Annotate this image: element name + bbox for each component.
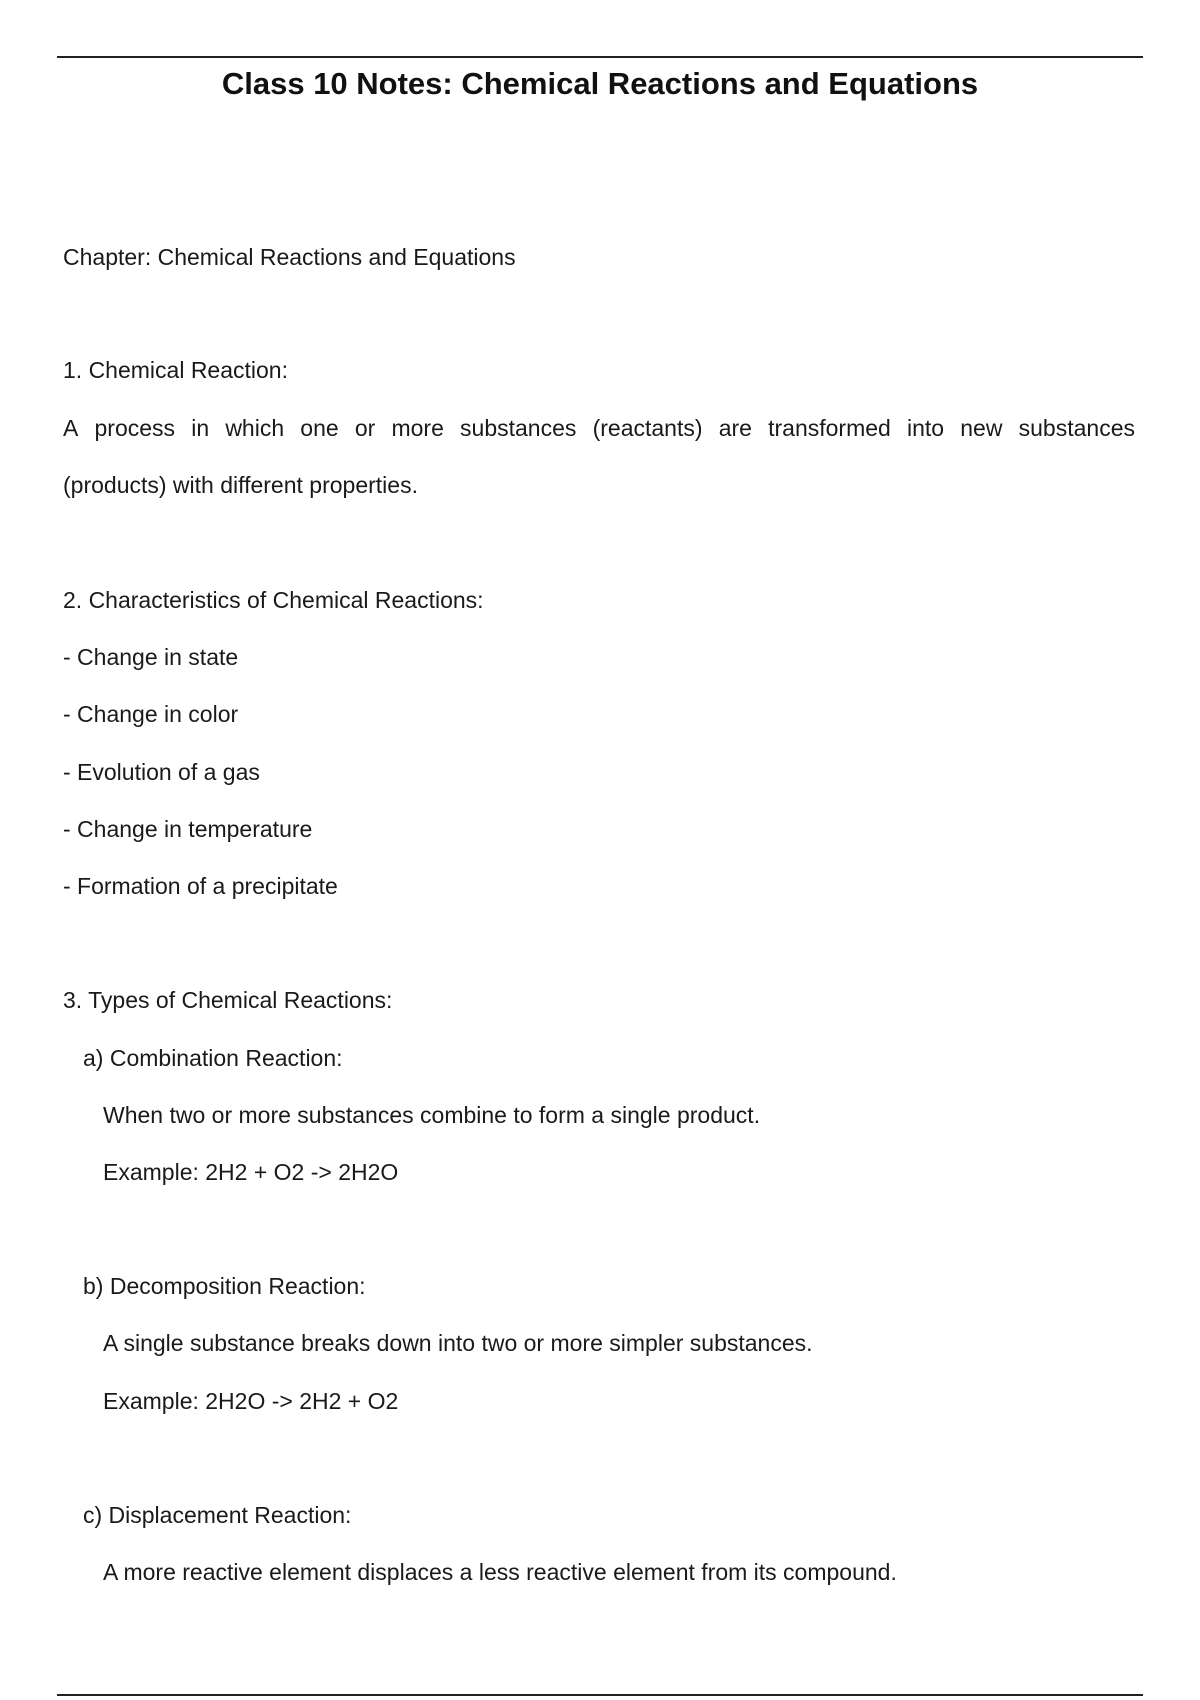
word: which [225,415,285,441]
type-a-label: a) Combination Reaction: [83,1045,343,1071]
definition-justified-text [63,413,1135,443]
word: one [300,415,339,441]
section-2-heading: 2. Characteristics of Chemical Reactions: [63,587,484,613]
section-1-heading: 1. Chemical Reaction: [63,357,288,383]
list-item: - Change in state [63,644,239,670]
list-item: - Change in color [63,701,239,727]
type-b-example: Example: 2H2O -> 2H2 + O2 [103,1388,399,1414]
type-b-description: A single substance breaks down into two or more simpler substances. [103,1330,813,1356]
bottom-rule [57,1694,1143,1696]
list-item: - Evolution of a gas [63,759,260,785]
section-1-definition-line-1 [63,413,1135,443]
word: process [94,415,176,441]
word: (reactants) [592,415,703,441]
type-c-description: A more reactive element displaces a less reactive element from its compound. [103,1559,897,1585]
word: or [354,415,376,441]
word: transformed [768,415,891,441]
word: substances [460,415,577,441]
word: A [63,415,79,441]
word: are [718,415,752,441]
word: substances [1018,415,1135,441]
section-3-heading: 3. Types of Chemical Reactions: [63,987,393,1013]
type-c-label: c) Displacement Reaction: [83,1502,352,1528]
type-a-description: When two or more substances combine to form a single product. [103,1102,761,1128]
section-1-definition-line-2: (products) with different properties. [63,472,418,498]
word: new [960,415,1003,441]
page-title: Class 10 Notes: Chemical Reactions and Equations [221,66,979,101]
chapter-line: Chapter: Chemical Reactions and Equations [63,244,516,270]
word: more [391,415,444,441]
list-item: - Formation of a precipitate [63,873,338,899]
word: in [191,415,210,441]
top-rule [57,56,1143,58]
type-b-label: b) Decomposition Reaction: [83,1273,366,1299]
list-item: - Change in temperature [63,816,313,842]
word: into [907,415,945,441]
type-a-example: Example: 2H2 + O2 -> 2H2O [103,1159,399,1185]
